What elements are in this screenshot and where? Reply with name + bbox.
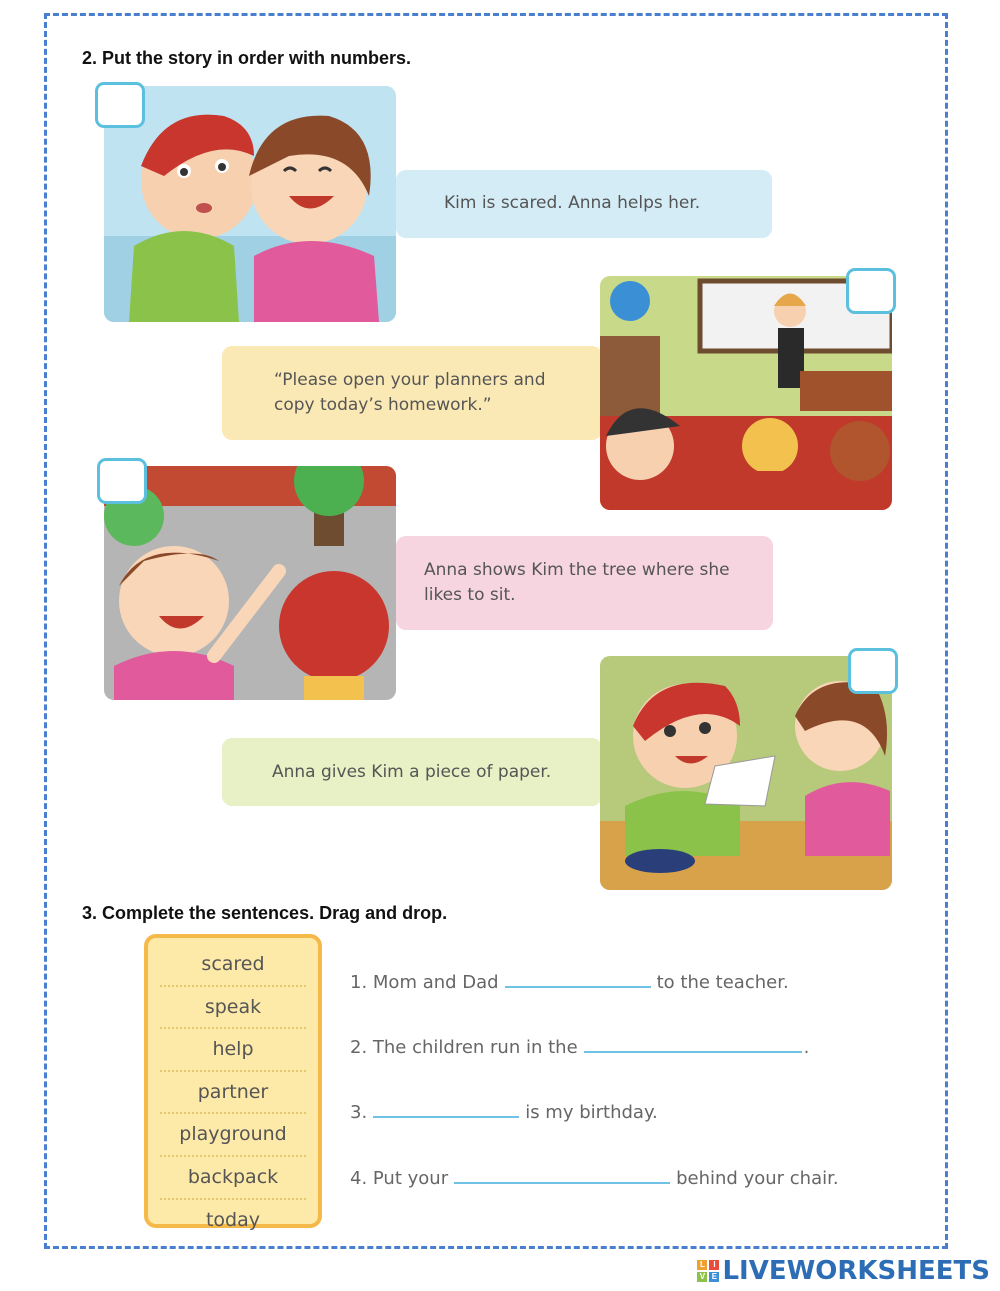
sentence-2-after: . xyxy=(803,1037,810,1058)
word-speak[interactable]: speak xyxy=(160,987,306,1030)
liveworksheets-logo xyxy=(697,1255,990,1287)
order-answer-box-4[interactable] xyxy=(848,648,898,694)
section-3-heading: 3. Complete the sentences. Drag and drop. xyxy=(82,903,448,923)
liveworksheets-wordmark: LIVEWORKSHEETS xyxy=(722,1256,990,1286)
sentence-3-before: 3. xyxy=(350,1102,368,1123)
story-picture-3 xyxy=(104,466,396,700)
sentence-3 xyxy=(350,1102,658,1123)
sentence-1-before: 1. Mom and Dad xyxy=(350,972,499,993)
order-answer-box-1[interactable] xyxy=(95,82,145,128)
order-answer-box-3[interactable] xyxy=(97,458,147,504)
section-2-heading: 2. Put the story in order with numbers. xyxy=(82,48,412,68)
story-caption-3-line1: Anna shows Kim the tree where she xyxy=(424,560,730,580)
sentence-1-after: to the teacher. xyxy=(656,972,789,993)
word-today[interactable]: today xyxy=(205,1208,261,1231)
story-picture-4 xyxy=(600,656,892,890)
word-playground[interactable]: playground xyxy=(160,1114,306,1157)
word-backpack[interactable]: backpack xyxy=(160,1157,306,1200)
word-partner[interactable]: partner xyxy=(160,1072,306,1115)
story-caption-4: Anna gives Kim a piece of paper. xyxy=(222,738,602,806)
story-caption-2-line2: copy today’s homework.” xyxy=(274,395,492,415)
story-picture-1 xyxy=(104,86,396,322)
word-help[interactable]: help xyxy=(160,1029,306,1072)
sentence-1-blank[interactable] xyxy=(505,972,651,988)
sentence-3-after: is my birthday. xyxy=(525,1102,658,1123)
word-bank xyxy=(144,934,322,1231)
sentence-4 xyxy=(350,1168,839,1189)
sentence-4-blank[interactable] xyxy=(454,1168,670,1184)
sentence-2-blank[interactable] xyxy=(584,1037,802,1053)
story-caption-2 xyxy=(222,346,602,440)
sentence-3-blank[interactable] xyxy=(373,1102,519,1118)
sentence-1 xyxy=(350,972,789,993)
sentence-4-before: 4. Put your xyxy=(350,1168,449,1189)
sentence-4-after: behind your chair. xyxy=(676,1168,839,1189)
story-caption-2-line1: “Please open your planners and xyxy=(274,370,546,390)
sentence-2 xyxy=(350,1037,809,1058)
story-caption-3-line2: likes to sit. xyxy=(424,585,516,605)
word-scared[interactable]: scared xyxy=(160,944,306,987)
sentence-2-before: 2. The children run in the xyxy=(350,1037,578,1058)
story-caption-3 xyxy=(396,536,773,630)
liveworksheets-logo-icon: L I V E xyxy=(697,1260,719,1282)
order-answer-box-2[interactable] xyxy=(846,268,896,314)
story-caption-1: Kim is scared. Anna helps her. xyxy=(396,170,772,238)
